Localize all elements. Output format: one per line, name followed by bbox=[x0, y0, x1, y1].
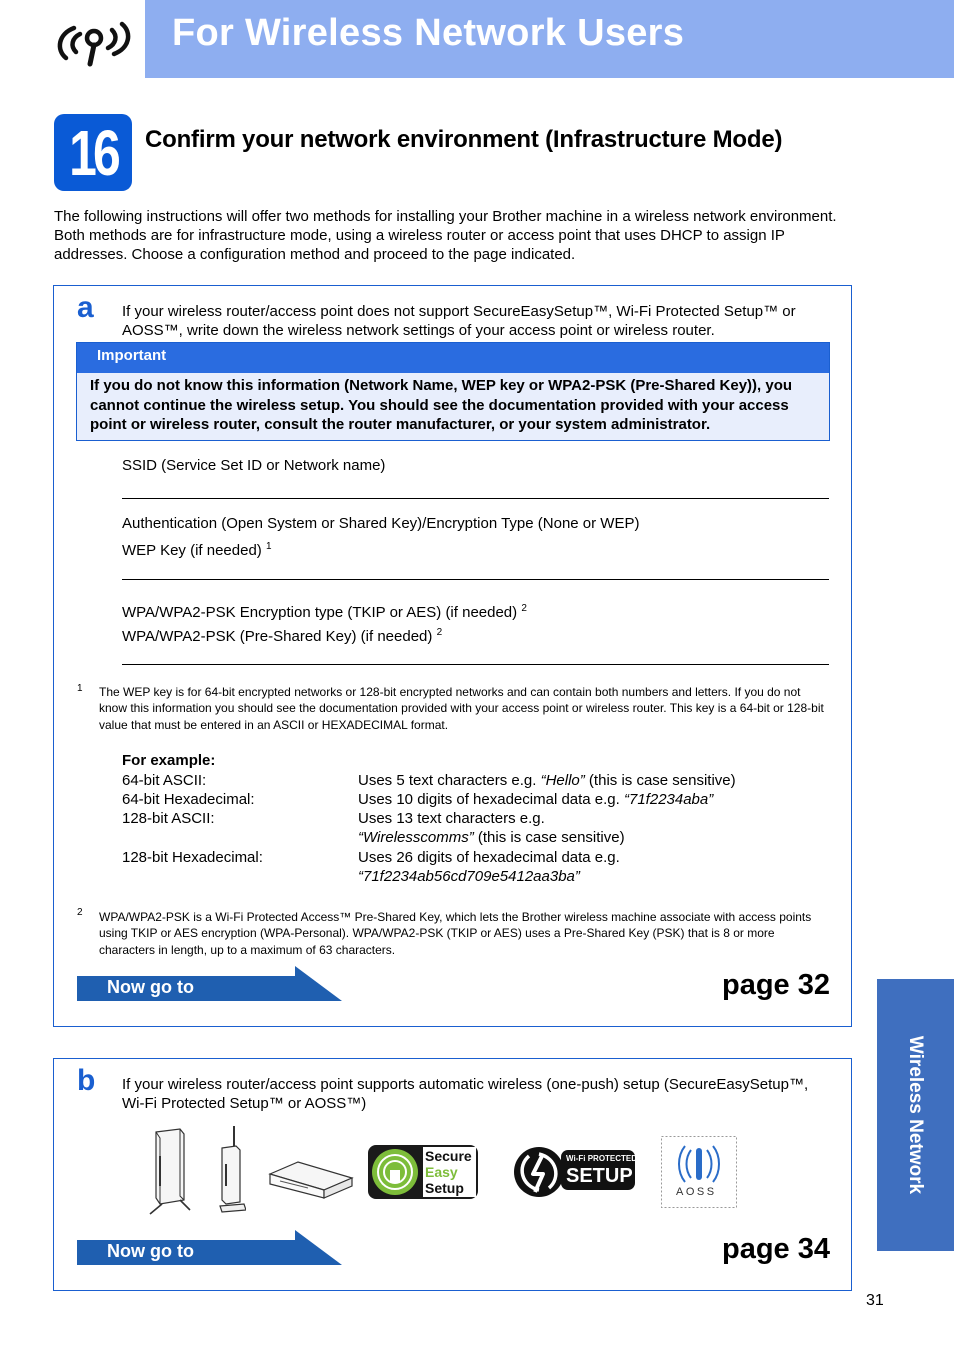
page-title: For Wireless Network Users bbox=[172, 12, 685, 54]
example-value: “71f2234ab56cd709e5412aa3ba” bbox=[358, 868, 580, 885]
example-label: 128-bit Hexadecimal: bbox=[122, 849, 263, 866]
field-auth: Authentication (Open System or Shared Key)/Encryption Type (None or WEP) bbox=[122, 515, 640, 532]
footnote-1: The WEP key is for 64-bit encrypted networks or 128-bit encrypted networks and can contain both numbers and letters. If you do not know this information you should see the documentation provided with your access point or wireless router. This key is a 64-bit or 128-bit value that must be entered in an ASCII or HEXADECIMAL format. bbox=[99, 685, 824, 732]
example-description-cont bbox=[358, 828, 625, 847]
example-value: “Wirelesscomms” bbox=[358, 829, 474, 846]
side-tab-label-wrap bbox=[877, 979, 954, 1251]
example-heading: For example: bbox=[122, 752, 216, 769]
example-text: Uses 5 text characters e.g. bbox=[358, 772, 541, 789]
example-note: (this is case sensitive) bbox=[584, 772, 736, 789]
page-ref-b[interactable]: page 34 bbox=[722, 1233, 830, 1265]
step-number: 16 bbox=[69, 116, 117, 189]
example-description-cont bbox=[358, 867, 580, 886]
example-description bbox=[358, 771, 736, 790]
field-wpa-key bbox=[122, 623, 442, 646]
ses-logo-secure: Secure bbox=[425, 1148, 472, 1164]
field-wep bbox=[122, 537, 272, 560]
wireless-icon bbox=[52, 14, 136, 68]
example-value: “71f2234aba” bbox=[624, 791, 714, 808]
access-point-icon bbox=[214, 1124, 246, 1214]
footnote-2: WPA/WPA2-PSK is a Wi-Fi Protected Access™ Pre-Shared Key, which lets the Brother wireless machine associate with access points using TKIP or AES encryption (WPA-Personal). WPA/WPA2-PSK (TKIP or AES) uses a Pre-Shared Key (PSK) that is 8 or more characters in length, up to a maximum of 63 characters. bbox=[99, 910, 812, 957]
router-flat-icon bbox=[268, 1158, 354, 1200]
important-header bbox=[77, 343, 829, 373]
example-description bbox=[358, 790, 713, 809]
write-line-ssid bbox=[122, 498, 829, 499]
example-description: Uses 13 text characters e.g. bbox=[358, 810, 545, 827]
example-value: “Hello” bbox=[540, 772, 585, 789]
footnote-ref: 2 bbox=[436, 627, 443, 638]
example-label: 64-bit ASCII: bbox=[122, 772, 207, 789]
step-title: Confirm your network environment (Infrastructure Mode) bbox=[145, 126, 783, 153]
field-wpa-type-label: WPA/WPA2-PSK Encryption type (TKIP or AES) (if needed) bbox=[122, 604, 518, 621]
write-line-wpa bbox=[122, 664, 829, 665]
side-tab-label: Wireless Network bbox=[905, 1035, 927, 1195]
section-a-letter: a bbox=[77, 291, 94, 324]
example-text: Uses 10 digits of hexadecimal data e.g. bbox=[358, 791, 624, 808]
footnote-ref: 1 bbox=[265, 541, 272, 552]
intro-paragraph: The following instructions will offer two methods for installing your Brother machine in a wireless network environment. Both methods are for infrastructure mode, using a wireless router or access point that uses DHCP to assign IP addresses. Choose a configuration method and proceed to the page indicated. bbox=[54, 208, 837, 263]
important-label: Important bbox=[97, 347, 167, 364]
example-label: 64-bit Hexadecimal: bbox=[122, 791, 255, 808]
ses-logo-setup: Setup bbox=[425, 1180, 464, 1196]
footnote-1-number: 1 bbox=[77, 683, 83, 694]
wps-logo-top: Wi-Fi PROTECTED bbox=[566, 1154, 638, 1163]
section-b-letter: b bbox=[77, 1064, 96, 1097]
example-label: 128-bit ASCII: bbox=[122, 810, 215, 827]
field-wep-label: WEP Key (if needed) bbox=[122, 542, 262, 559]
example-description: Uses 26 digits of hexadecimal data e.g. bbox=[358, 849, 620, 866]
important-text: If you do not know this information (Network Name, WEP key or WPA2-PSK (Pre-Shared Key)), you cannot continue the wireless setup. You should see the documentation provided with your access point or wireless router, consult the router manufacturer, or your system administrator. bbox=[90, 377, 793, 433]
write-line-wep bbox=[122, 579, 829, 580]
footnote-2-number: 2 bbox=[77, 907, 83, 918]
field-wpa-type bbox=[122, 599, 527, 622]
section-b-text: If your wireless router/access point supports automatic wireless (one-push) setup (SecureEasySetup™, Wi-Fi Protected Setup™ or AOSS™) bbox=[122, 1076, 809, 1112]
field-ssid: SSID (Service Set ID or Network name) bbox=[122, 457, 386, 474]
router-tower-icon bbox=[146, 1126, 192, 1218]
page-ref-a[interactable]: page 32 bbox=[722, 969, 830, 1001]
example-note: (this is case sensitive) bbox=[473, 829, 625, 846]
field-wpa-key-label: WPA/WPA2-PSK (Pre-Shared Key) (if needed) bbox=[122, 628, 433, 645]
now-go-to-label-b: Now go to bbox=[107, 1241, 194, 1261]
aoss-logo-text: AOSS bbox=[676, 1186, 717, 1198]
now-go-to-label-a: Now go to bbox=[107, 977, 194, 997]
footnote-ref: 2 bbox=[521, 603, 527, 614]
section-a-text: If your wireless router/access point does not support SecureEasySetup™, Wi-Fi Protected Setup™ or AOSS™, write down the wireless network settings of your access point or wireless router. bbox=[122, 303, 796, 339]
page-number: 31 bbox=[866, 1292, 884, 1309]
ses-logo-easy: Easy bbox=[425, 1164, 458, 1180]
wps-logo-main: SETUP bbox=[566, 1165, 633, 1187]
